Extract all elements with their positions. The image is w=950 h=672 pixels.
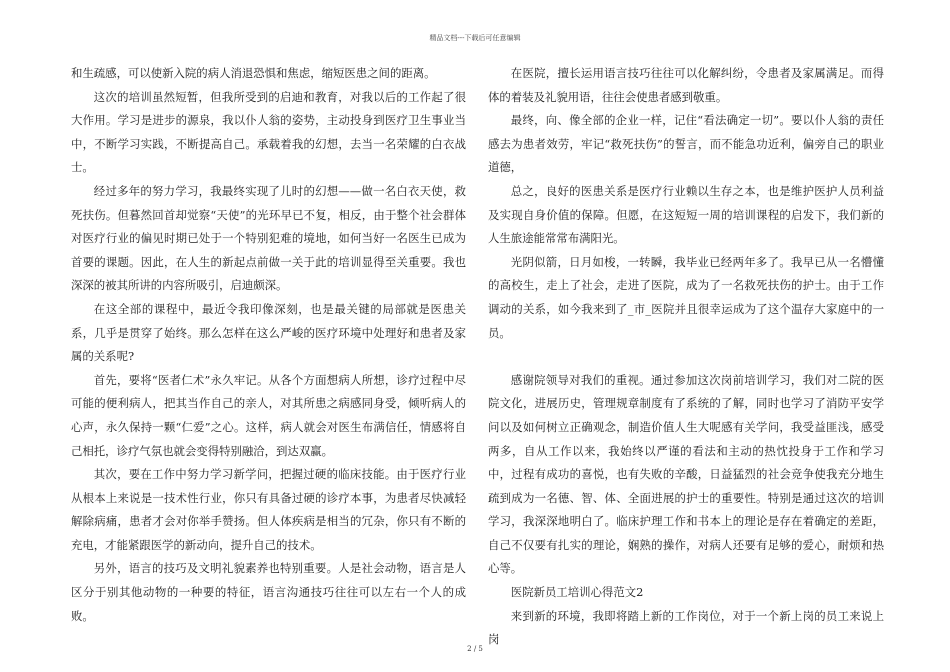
paragraph: 这次的培训虽然短暂，但我所受到的启迪和教育，对我以后的工作起了很大作用。学习是进步的源泉，我以仆人翁的姿势，主动投身到医疗卫生事业当中，不断学习实践，不断提高自己。承载着我的幻想，去当一名荣耀的白衣战士。: [71, 89, 466, 175]
paragraph: 在这全部的课程中，最近令我印像深刻，也是最关键的局部就是医患关系，几乎是贯穿了始终。那么怎样在这么严峻的医疗环境中处理好和患者及家属的关系呢?: [71, 301, 466, 364]
paragraph: 感谢院领导对我们的重视。通过参加这次岗前培训学习，我们对二院的医院文化，进展历史，管理规章制度有了系统的了解，同时也学习了消防平安学问以及如何树立正确观念，制造价值人生大呢感有关学问，我受益匪浅，感受两多，自从工作以来，我始终以严谨的看法和主动的热忱投身于工作和学习中，过程有成功的喜悦，也有失败的辛酸，日益猛烈的社会竞争使我充分地生疏到成为一名德、智、体、全面进展的护士的重要性。特别是通过这次的培训学习，我深深地明白了。临床护理工作和书本上的理论是存在着确定的差距，自己不仅要有扎实的理论，娴熟的操作，对病人还要有足够的爱心，耐烦和热心等。: [488, 372, 884, 576]
section-heading: 医院新员工培训心得范文2: [510, 585, 644, 600]
paragraph: 总之，良好的医患关系是医疗行业赖以生存之本，也是维护医护人员利益及实现自身价值的保障。但愿，在这短短一周的培训课程的启发下，我们新的人生旅途能常常布满阳光。: [488, 183, 884, 246]
left-column: [71, 62, 466, 628]
paragraph: 来到新的环境，我即将踏上新的工作岗位，对于一个新上岗的员工来说上岗: [488, 608, 884, 647]
paragraph: 和生疏感，可以使新入院的病人消退恐惧和焦虑，缩短医患之间的距离。: [71, 66, 436, 80]
paragraph: 光阴似箭，日月如梭，一转瞬，我毕业已经两年多了。我早已从一名懵懂的高校生，走上了社会，走进了医院，成为了一名救死扶伤的护士。由于工作调动的关系，如今我来到了_市_医院并且很幸运成为了这个温存大家庭中的一员。: [488, 254, 884, 340]
paragraph: 另外，语言的技巧及文明礼貌素养也特别重要。人是社会动物，语言是人区分于别其他动物的一种要的特征，语言沟通技巧往往可以左右一个人的成败。: [71, 561, 466, 623]
right-column: [488, 62, 884, 652]
paragraph: 在医院，擅长运用语言技巧往往可以化解纠纷，令患者及家属满足。而得体的着装及礼貌用语，往往会使患者感到敬重。: [488, 66, 884, 104]
paragraph: 其次，要在工作中努力学习新学问，把握过硬的临床技能。由于医疗行业从根本上来说是一技术性行业，你只有具备过硬的诊疗本事，为患者尽快减轻解除病痛，患者才会对你举手赞扬。但人体疾病是相当的冗杂，你只有不断的充电，才能紧跟医学的新动向，提升自己的技术。: [71, 467, 466, 552]
paragraph: 经过多年的努力学习，我最终实现了儿时的幻想——做一名白衣天使，救死扶伤。但暮然回首却觉察“天使”的光环早已不复，相反，由于整个社会群体对医疗行业的偏见时期已处于一个特别犯难的境地，如何当好一名医生已成为首要的课题。因此，在人生的新起点前做一关于此的培训显得至关重要。我也深深的被其所讲的内容所吸引，启迪颇深。: [71, 183, 466, 293]
page-header: 精品文档---下载后可任意编辑: [429, 34, 521, 42]
paragraph: 首先，要将“医者仁术”永久牢记。从各个方面想病人所想，诊疗过程中尽可能的便利病人，把其当作自己的亲人，对其所患之病感同身受，倾听病人的心声，永久保持一颗“仁爱”之心。这样，病人就会对医生布满信任，情感将自己相托，诊疗气氛也就会变得特别融洽，到达双赢。: [71, 372, 466, 458]
page-number: 2 / 5: [467, 645, 483, 653]
paragraph: 最终，向、像全部的企业一样，记住“看法确定一切”。要以仆人翁的责任感去为患者效劳，牢记“救死扶伤”的誓言，而不能急功近利，偏旁自己的职业道德，: [488, 113, 884, 175]
paragraph-spacer: [488, 345, 884, 369]
